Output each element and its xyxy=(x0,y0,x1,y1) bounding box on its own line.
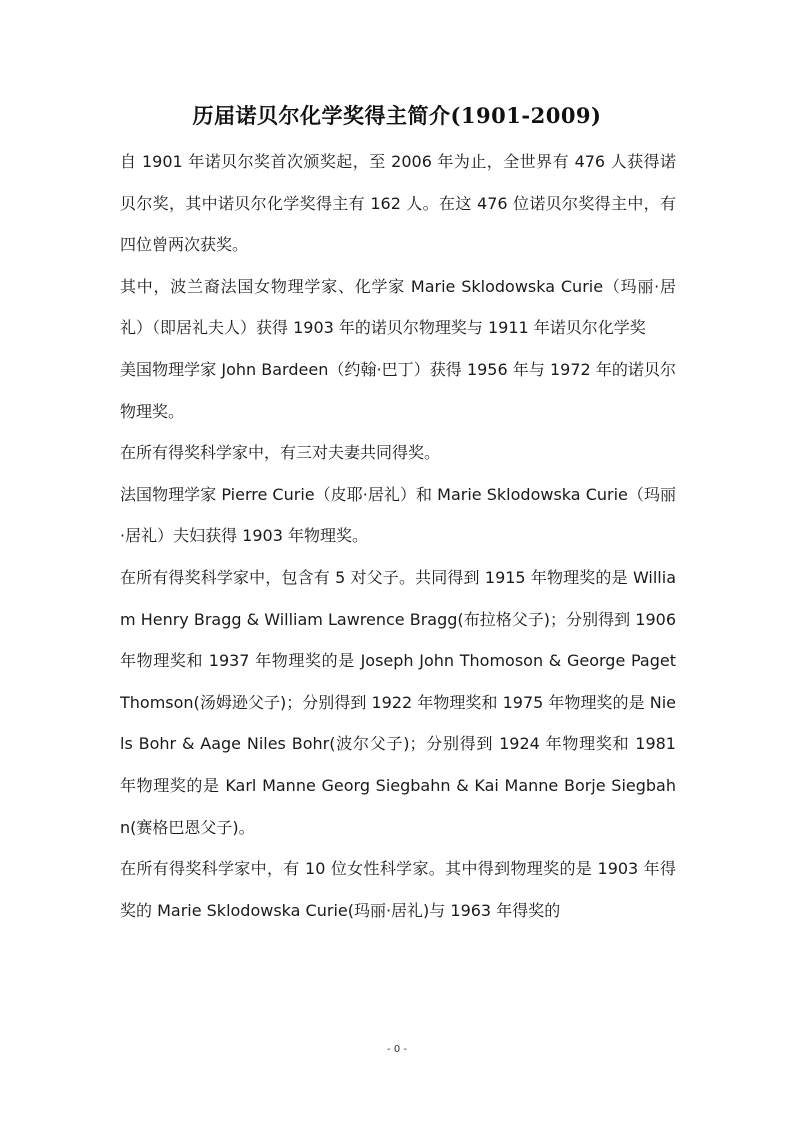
paragraph-pierre-curie: 法国物理学家 Pierre Curie（皮耶·居礼）和 Marie Sklodowska Curie（玛丽·居礼）夫妇获得 1903 年物理奖。 xyxy=(120,484,676,546)
paragraph-bardeen: 美国物理学家 John Bardeen（约翰·巴丁）获得 1956 年与 1972 年的诺贝尔物理奖。 xyxy=(120,359,676,421)
paragraph-couples: 在所有得奖科学家中，有三对夫妻共同得奖。 xyxy=(120,443,441,463)
paragraph-intro: 自 1901 年诺贝尔奖首次颁奖起，至 2006 年为止，全世界有 476 人获得诺贝尔奖，其中诺贝尔化学奖得主有 162 人。在这 476 位诺贝尔奖得主中，有四位曾两次获奖。 xyxy=(120,152,676,255)
paragraph-fathers-sons: 在所有得奖科学家中，包含有 5 对父子。共同得到 1915 年物理奖的是 William Henry Bragg & William Lawrence Bragg(布拉格父子)；分别得到 1906 年物理奖和 1937 年物理奖的是 Joseph John Thomoson & George Paget Thomson(汤姆逊父子)；分别得到 1922 年物理奖和 1975 年物理奖的是 Niels Bohr & Aage Niles Bohr(波尔父子)；分别得到 1924 年物理奖和 1981 年物理奖的是 Karl Manne Georg Siegbahn & Kai Manne Borje Siegbahn(赛格巴恩父子)。 xyxy=(120,567,676,837)
document-title: 历届诺贝尔化学奖得主简介(1901-2009) xyxy=(192,103,602,128)
document-body xyxy=(120,141,676,931)
page-number: - 0 - xyxy=(387,1044,407,1055)
paragraph-curie: 其中，波兰裔法国女物理学家、化学家 Marie Sklodowska Curie（玛丽·居礼）（即居礼夫人）获得 1903 年的诺贝尔物理奖与 1911 年诺贝尔化学奖 xyxy=(120,276,676,338)
paragraph-women: 在所有得奖科学家中，有 10 位女性科学家。其中得到物理奖的是 1903 年得奖的 Marie Sklodowska Curie(玛丽·居礼)与 1963 年得奖的 xyxy=(120,859,676,920)
